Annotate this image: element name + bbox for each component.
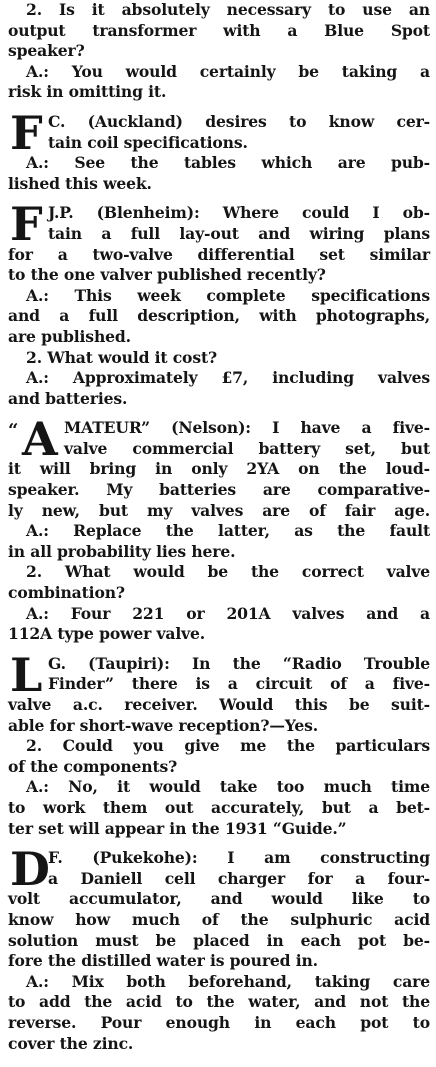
text-line: F. (Pukekohe): I am constructing	[48, 848, 430, 868]
text-line: 2. Could you give me the particulars	[26, 736, 430, 756]
text-line: ly new, but my valves are of fair age.	[8, 500, 430, 520]
qa-block-blue-spot	[8, 0, 430, 103]
text-line: A.: Mix both beforehand, taking care	[26, 971, 430, 991]
text-line: and a full description, with photographs,	[8, 306, 430, 326]
qa-block-fjp-blenheim	[8, 197, 430, 409]
text-line: valve commercial battery set, but	[64, 438, 430, 458]
text-line: it will bring in only 2YA on the loud-	[8, 459, 430, 479]
text-line: combination?	[8, 583, 125, 603]
text-line: valve a.c. receiver. Would this be suit-	[8, 695, 430, 714]
text-line: speaker. My batteries are comparative-	[8, 480, 430, 500]
text-line: Finder” there is a circuit of a five-	[48, 674, 430, 694]
text-line: A.: Approximately £7, including valves	[26, 368, 430, 388]
qa-block-lg-taupiri	[8, 647, 430, 839]
qa-block-fc-auckland	[8, 105, 430, 194]
text-line: tain coil specifications.	[48, 132, 248, 152]
text-line: A.: Replace the latter, as the fault	[26, 521, 430, 541]
text-line: output transformer with a Blue Spot	[8, 20, 430, 40]
text-line: of the components?	[8, 756, 178, 776]
text-line: know how much of the sulphuric acid	[8, 909, 430, 929]
text-line: 2. Is it absolutely necessary to use an	[26, 0, 430, 19]
text-line: A.: You would certainly be taking a	[26, 61, 430, 81]
text-line: A.: This week complete specifications	[26, 285, 430, 305]
qa-block-amateur-nelson	[8, 412, 430, 645]
text-line: 112A type power valve.	[8, 624, 206, 644]
text-line: to add the acid to the water, and not the	[8, 992, 430, 1012]
text-line: are published.	[8, 326, 131, 346]
text-line: risk in omitting it.	[8, 82, 167, 102]
text-line: A.: See the tables which are pub-	[26, 153, 430, 173]
text-line: C. (Auckland) desires to know cer-	[48, 111, 430, 131]
drop-cap-quote: “	[8, 420, 19, 442]
text-line: speaker?	[8, 41, 85, 61]
text-line: to the one valver published recently?	[8, 265, 326, 285]
text-line: MATEUR” (Nelson): I have a five-	[64, 418, 430, 438]
text-line: for a two-valve differential set similar	[8, 244, 430, 264]
drop-cap-letter: L	[10, 647, 43, 702]
drop-cap-letter: F	[10, 197, 43, 252]
text-line: in all probability lies here.	[8, 541, 236, 561]
text-line: a Daniell cell charger for a four-	[48, 868, 430, 888]
text-line: cover the zinc.	[8, 1033, 134, 1053]
text-line: J.P. (Blenheim): Where could I ob-	[48, 203, 430, 223]
text-line: ter set will appear in the 1931 “Guide.”	[8, 818, 347, 838]
text-line: and batteries.	[8, 388, 128, 408]
text-line: fore the distilled water is poured in.	[8, 951, 318, 971]
text-line: lished this week.	[8, 173, 152, 193]
text-line: able for short-wave reception?—Yes.	[8, 715, 319, 735]
drop-cap-letter: F	[10, 105, 43, 160]
text-line: tain a full lay-out and wiring plans	[48, 223, 430, 243]
text-line: A.: Four 221 or 201A valves and a	[26, 603, 430, 623]
qa-block-df-pukekohe	[8, 842, 430, 1054]
drop-cap-letter: D	[10, 842, 50, 897]
text-line: to work them out accurately, but a bet-	[8, 797, 430, 817]
text-line: A.: No, it would take too much time	[26, 777, 430, 797]
text-line: reverse. Pour enough in each pot to	[8, 1012, 430, 1032]
text-line: volt accumulator, and would like to	[8, 889, 430, 909]
text-line: 2. What would it cost?	[26, 347, 217, 367]
text-line: solution must be placed in each pot be-	[8, 930, 430, 950]
text-line: 2. What would be the correct valve	[26, 562, 430, 582]
text-line: G. (Taupiri): In the “Radio Trouble	[48, 653, 430, 673]
drop-cap-letter: A	[22, 412, 58, 467]
